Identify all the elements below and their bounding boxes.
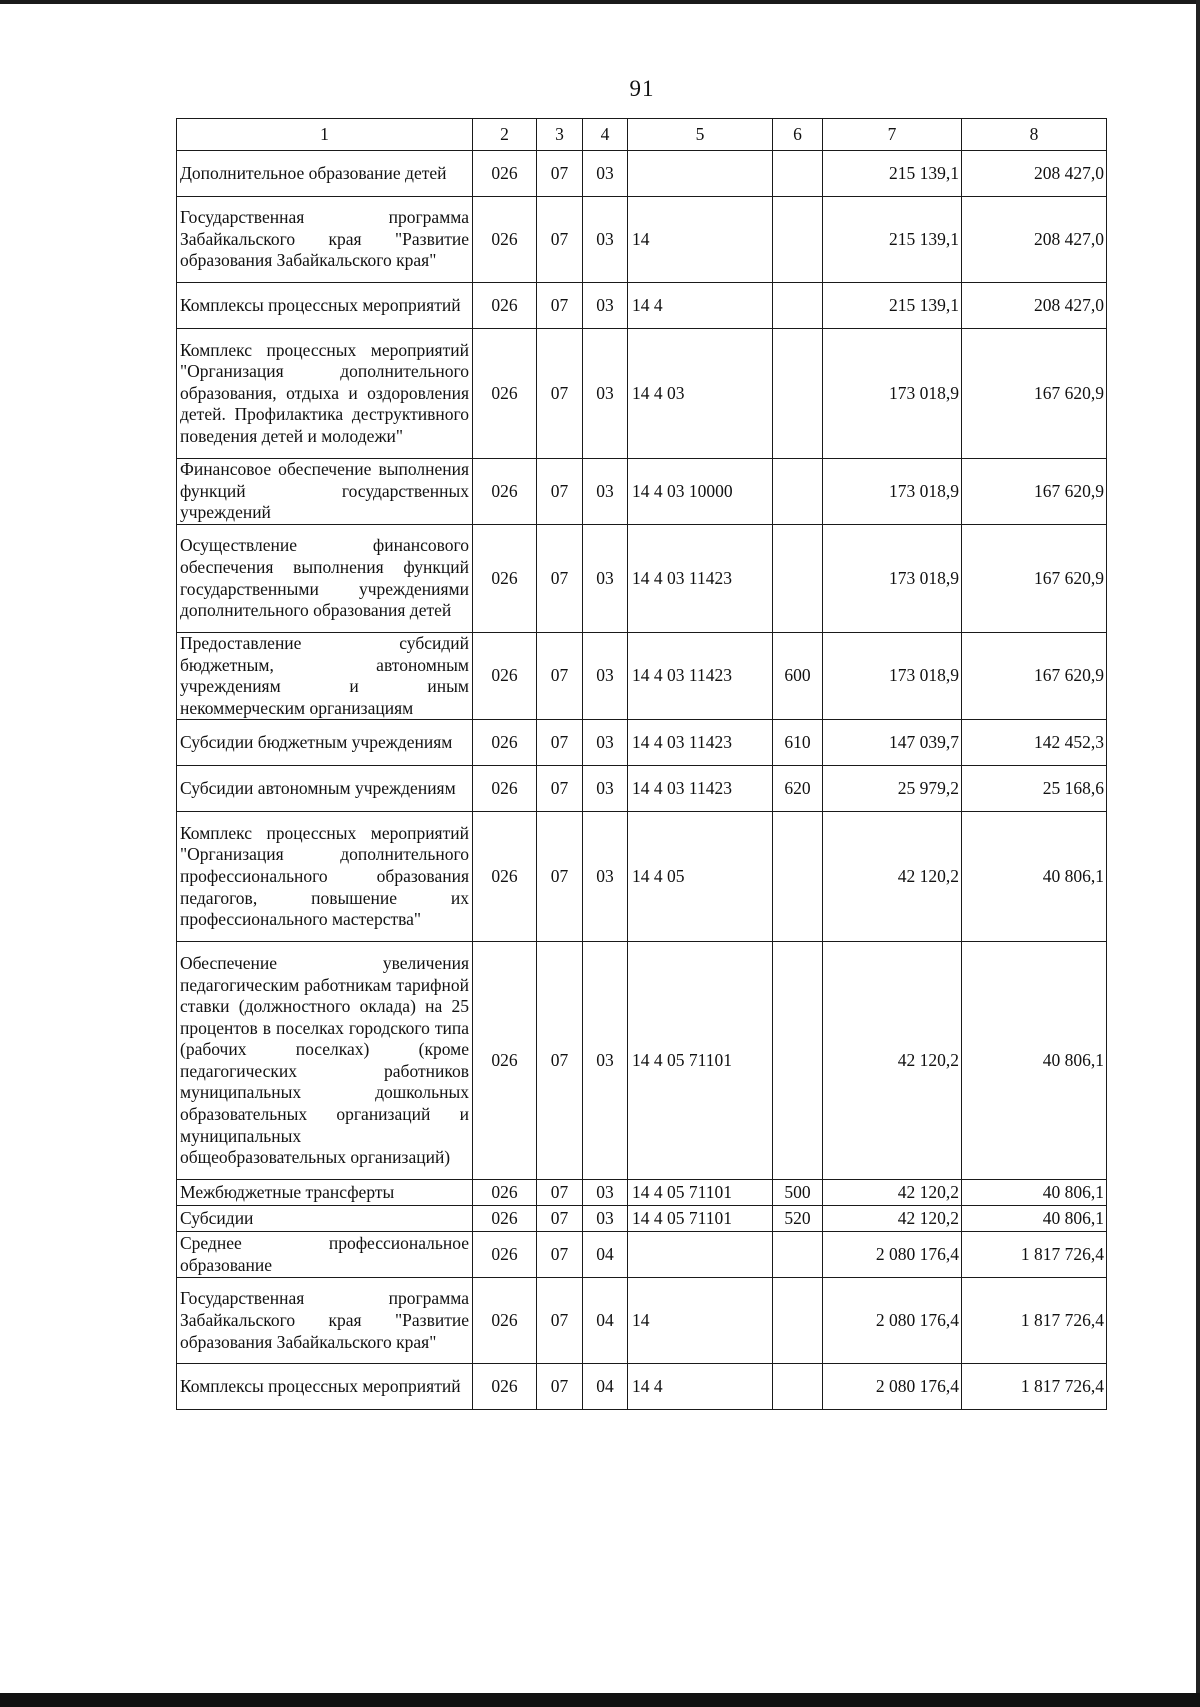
row-amount-1-cell: 215 139,1 <box>823 151 962 197</box>
row-amount-1-cell: 2 080 176,4 <box>823 1278 962 1364</box>
row-section-cell: 07 <box>537 151 583 197</box>
row-amount-2-cell: 142 452,3 <box>962 720 1107 766</box>
row-subsection-cell: 03 <box>583 633 628 720</box>
row-section-cell: 07 <box>537 459 583 525</box>
row-name-cell: Межбюджетные трансферты <box>177 1180 473 1206</box>
header-cell-1: 1 <box>177 119 473 151</box>
row-name-cell: Государственная программа Забайкальского края "Развитие образования Забайкальского края" <box>177 197 473 283</box>
header-cell-4: 4 <box>583 119 628 151</box>
row-section-cell: 07 <box>537 1206 583 1232</box>
row-target-code-cell: 14 4 03 <box>628 329 773 459</box>
row-expense-type-cell <box>773 525 823 633</box>
row-subsection-cell: 03 <box>583 459 628 525</box>
row-amount-2-cell: 167 620,9 <box>962 633 1107 720</box>
row-grbs-cell: 026 <box>473 1364 537 1410</box>
table-row <box>177 525 1107 633</box>
table-row <box>177 329 1107 459</box>
row-target-code-cell: 14 4 03 11423 <box>628 633 773 720</box>
row-target-code-cell: 14 4 03 11423 <box>628 525 773 633</box>
row-amount-1-cell: 173 018,9 <box>823 525 962 633</box>
row-name-cell: Комплекс процессных мероприятий "Организация дополнительного профессионального образования педагогов, повышение их профессионального мастерства" <box>177 812 473 942</box>
row-target-code-cell: 14 4 <box>628 1364 773 1410</box>
header-cell-3: 3 <box>537 119 583 151</box>
row-expense-type-cell <box>773 1364 823 1410</box>
row-subsection-cell: 03 <box>583 1180 628 1206</box>
table-body <box>177 151 1107 1410</box>
row-expense-type-cell: 620 <box>773 766 823 812</box>
row-target-code-cell: 14 4 03 11423 <box>628 720 773 766</box>
row-grbs-cell: 026 <box>473 151 537 197</box>
row-amount-2-cell: 40 806,1 <box>962 812 1107 942</box>
row-amount-2-cell: 1 817 726,4 <box>962 1364 1107 1410</box>
row-name-cell: Субсидии автономным учреждениям <box>177 766 473 812</box>
row-section-cell: 07 <box>537 766 583 812</box>
row-expense-type-cell: 500 <box>773 1180 823 1206</box>
row-expense-type-cell <box>773 283 823 329</box>
row-amount-1-cell: 42 120,2 <box>823 812 962 942</box>
row-amount-2-cell: 167 620,9 <box>962 459 1107 525</box>
row-subsection-cell: 03 <box>583 720 628 766</box>
row-grbs-cell: 026 <box>473 525 537 633</box>
row-grbs-cell: 026 <box>473 459 537 525</box>
table-row <box>177 459 1107 525</box>
table-row <box>177 197 1107 283</box>
row-subsection-cell: 04 <box>583 1364 628 1410</box>
row-amount-2-cell: 40 806,1 <box>962 1180 1107 1206</box>
row-grbs-cell: 026 <box>473 329 537 459</box>
row-name-cell: Комплекс процессных мероприятий "Организация дополнительного образования, отдыха и оздоровления детей. Профилактика деструктивного поведения детей и молодежи" <box>177 329 473 459</box>
budget-table <box>176 118 1107 1410</box>
row-expense-type-cell: 600 <box>773 633 823 720</box>
row-subsection-cell: 03 <box>583 151 628 197</box>
row-target-code-cell: 14 4 <box>628 283 773 329</box>
row-name-cell: Осуществление финансового обеспечения выполнения функций государственными учреждениями дополнительного образования детей <box>177 525 473 633</box>
row-amount-2-cell: 25 168,6 <box>962 766 1107 812</box>
row-name-cell: Комплексы процессных мероприятий <box>177 283 473 329</box>
row-section-cell: 07 <box>537 197 583 283</box>
row-target-code-cell: 14 4 05 71101 <box>628 1180 773 1206</box>
row-amount-1-cell: 215 139,1 <box>823 197 962 283</box>
row-name-cell: Обеспечение увеличения педагогическим работникам тарифной ставки (должностного оклада) на 25 процентов в поселках городского типа (рабочих поселках) (кроме педагогических работников муниципальных дошкольных образовательных организаций и муниципальных общеобразовательных организаций) <box>177 942 473 1180</box>
row-section-cell: 07 <box>537 283 583 329</box>
row-section-cell: 07 <box>537 1232 583 1278</box>
table-row <box>177 633 1107 720</box>
row-target-code-cell <box>628 1232 773 1278</box>
table-row <box>177 1278 1107 1364</box>
row-subsection-cell: 03 <box>583 525 628 633</box>
row-expense-type-cell <box>773 459 823 525</box>
row-target-code-cell <box>628 151 773 197</box>
row-grbs-cell: 026 <box>473 942 537 1180</box>
row-subsection-cell: 04 <box>583 1278 628 1364</box>
row-amount-1-cell: 173 018,9 <box>823 633 962 720</box>
row-amount-2-cell: 208 427,0 <box>962 197 1107 283</box>
row-section-cell: 07 <box>537 633 583 720</box>
row-name-cell: Среднее профессиональное образование <box>177 1232 473 1278</box>
scan-edge-bottom <box>0 1693 1200 1707</box>
row-amount-2-cell: 1 817 726,4 <box>962 1232 1107 1278</box>
row-amount-2-cell: 208 427,0 <box>962 151 1107 197</box>
table-row <box>177 1364 1107 1410</box>
row-amount-1-cell: 42 120,2 <box>823 1180 962 1206</box>
row-amount-2-cell: 167 620,9 <box>962 525 1107 633</box>
row-name-cell: Дополнительное образование детей <box>177 151 473 197</box>
row-grbs-cell: 026 <box>473 766 537 812</box>
row-grbs-cell: 026 <box>473 1278 537 1364</box>
row-target-code-cell: 14 4 05 71101 <box>628 942 773 1180</box>
header-cell-8: 8 <box>962 119 1107 151</box>
header-cell-6: 6 <box>773 119 823 151</box>
row-amount-1-cell: 25 979,2 <box>823 766 962 812</box>
row-name-cell: Комплексы процессных мероприятий <box>177 1364 473 1410</box>
row-expense-type-cell <box>773 812 823 942</box>
row-name-cell: Субсидии бюджетным учреждениям <box>177 720 473 766</box>
row-section-cell: 07 <box>537 942 583 1180</box>
scan-edge-top <box>0 0 1200 4</box>
row-section-cell: 07 <box>537 720 583 766</box>
table-row <box>177 812 1107 942</box>
row-amount-2-cell: 167 620,9 <box>962 329 1107 459</box>
row-name-cell: Государственная программа Забайкальского края "Развитие образования Забайкальского края" <box>177 1278 473 1364</box>
row-section-cell: 07 <box>537 812 583 942</box>
row-grbs-cell: 026 <box>473 1232 537 1278</box>
row-name-cell: Предоставление субсидий бюджетным, автономным учреждениям и иным некоммерческим организациям <box>177 633 473 720</box>
row-section-cell: 07 <box>537 329 583 459</box>
row-subsection-cell: 03 <box>583 766 628 812</box>
row-grbs-cell: 026 <box>473 197 537 283</box>
row-amount-1-cell: 173 018,9 <box>823 459 962 525</box>
row-grbs-cell: 026 <box>473 1206 537 1232</box>
header-cell-5: 5 <box>628 119 773 151</box>
row-subsection-cell: 03 <box>583 942 628 1180</box>
row-section-cell: 07 <box>537 1180 583 1206</box>
row-section-cell: 07 <box>537 1364 583 1410</box>
row-subsection-cell: 03 <box>583 812 628 942</box>
table-row <box>177 151 1107 197</box>
row-section-cell: 07 <box>537 1278 583 1364</box>
row-grbs-cell: 026 <box>473 283 537 329</box>
row-amount-1-cell: 147 039,7 <box>823 720 962 766</box>
scan-edge-right <box>1196 0 1200 1707</box>
table-row <box>177 1180 1107 1206</box>
row-expense-type-cell: 520 <box>773 1206 823 1232</box>
page-number: 91 <box>629 76 655 101</box>
row-amount-1-cell: 215 139,1 <box>823 283 962 329</box>
row-expense-type-cell <box>773 197 823 283</box>
row-expense-type-cell <box>773 1278 823 1364</box>
table-row <box>177 720 1107 766</box>
row-target-code-cell: 14 4 05 71101 <box>628 1206 773 1232</box>
row-expense-type-cell <box>773 1232 823 1278</box>
row-name-cell: Субсидии <box>177 1206 473 1232</box>
row-grbs-cell: 026 <box>473 720 537 766</box>
table-row <box>177 1232 1107 1278</box>
row-amount-2-cell: 40 806,1 <box>962 942 1107 1180</box>
row-amount-2-cell: 208 427,0 <box>962 283 1107 329</box>
row-amount-1-cell: 2 080 176,4 <box>823 1364 962 1410</box>
row-amount-1-cell: 42 120,2 <box>823 1206 962 1232</box>
row-target-code-cell: 14 4 05 <box>628 812 773 942</box>
row-subsection-cell: 03 <box>583 283 628 329</box>
table-row <box>177 766 1107 812</box>
row-amount-1-cell: 42 120,2 <box>823 942 962 1180</box>
row-expense-type-cell: 610 <box>773 720 823 766</box>
header-cell-7: 7 <box>823 119 962 151</box>
table-row <box>177 1206 1107 1232</box>
row-target-code-cell: 14 <box>628 1278 773 1364</box>
row-subsection-cell: 03 <box>583 329 628 459</box>
row-amount-2-cell: 1 817 726,4 <box>962 1278 1107 1364</box>
row-expense-type-cell <box>773 151 823 197</box>
row-expense-type-cell <box>773 942 823 1180</box>
row-target-code-cell: 14 4 03 11423 <box>628 766 773 812</box>
row-amount-1-cell: 173 018,9 <box>823 329 962 459</box>
row-subsection-cell: 03 <box>583 1206 628 1232</box>
row-grbs-cell: 026 <box>473 1180 537 1206</box>
row-section-cell: 07 <box>537 525 583 633</box>
table-row <box>177 283 1107 329</box>
row-grbs-cell: 026 <box>473 633 537 720</box>
row-subsection-cell: 03 <box>583 197 628 283</box>
row-expense-type-cell <box>773 329 823 459</box>
row-subsection-cell: 04 <box>583 1232 628 1278</box>
row-name-cell: Финансовое обеспечение выполнения функций государственных учреждений <box>177 459 473 525</box>
row-target-code-cell: 14 4 03 10000 <box>628 459 773 525</box>
row-amount-2-cell: 40 806,1 <box>962 1206 1107 1232</box>
header-cell-2: 2 <box>473 119 537 151</box>
row-amount-1-cell: 2 080 176,4 <box>823 1232 962 1278</box>
row-grbs-cell: 026 <box>473 812 537 942</box>
row-target-code-cell: 14 <box>628 197 773 283</box>
header-row <box>177 119 1107 151</box>
table-row <box>177 942 1107 1180</box>
